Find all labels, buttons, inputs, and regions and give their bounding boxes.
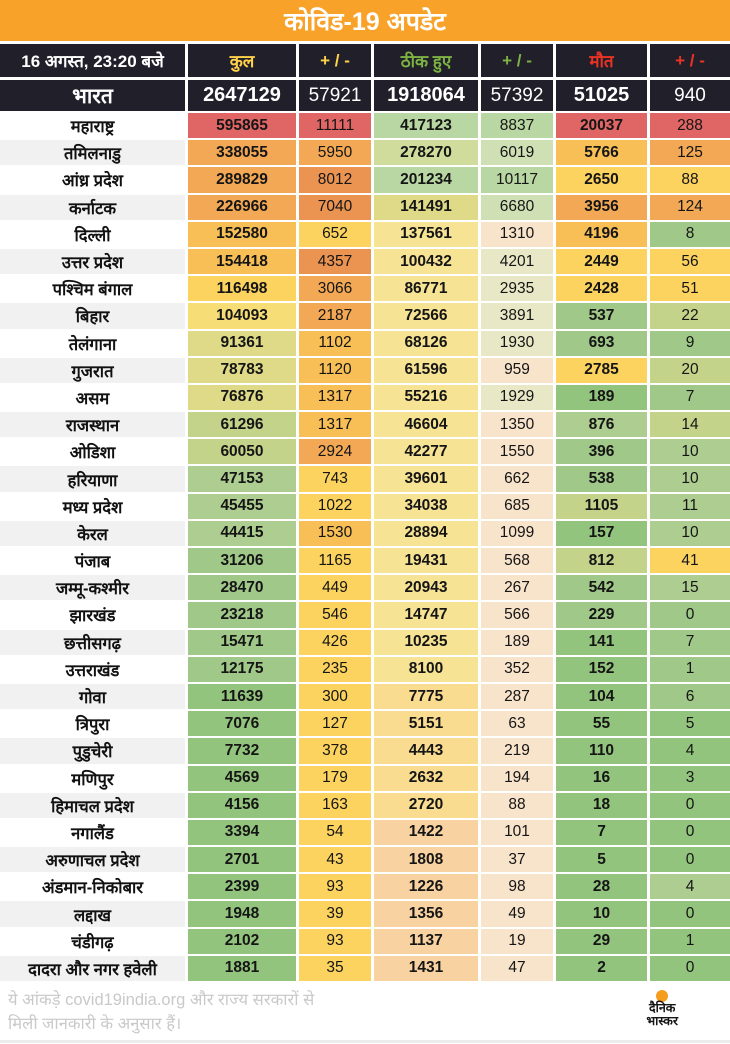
value-cell: 152 [556, 657, 647, 682]
value-cell: 568 [481, 548, 553, 573]
value-cell: 289829 [188, 167, 296, 192]
state-name: अरुणाचल प्रदेश [0, 847, 185, 872]
value-cell: 7732 [188, 738, 296, 763]
value-cell: 4 [650, 874, 730, 899]
value-cell: 1350 [481, 412, 553, 437]
date-label: 16 अगस्त, 23:20 बजे [0, 44, 185, 77]
value-cell: 4357 [299, 249, 371, 274]
value-cell: 652 [299, 222, 371, 247]
value-cell: 104 [556, 684, 647, 709]
india-total-delta: 57921 [299, 80, 371, 111]
value-cell: 685 [481, 494, 553, 519]
state-rows [0, 113, 730, 983]
column-header-4: मौत [556, 44, 647, 77]
value-cell: 110 [556, 738, 647, 763]
value-cell: 125 [650, 140, 730, 165]
value-cell: 46604 [374, 412, 478, 437]
value-cell: 16 [556, 766, 647, 791]
value-cell: 55216 [374, 385, 478, 410]
table-row [0, 793, 730, 820]
value-cell: 42277 [374, 439, 478, 464]
value-cell: 15 [650, 575, 730, 600]
table-row [0, 412, 730, 439]
table-row [0, 901, 730, 928]
state-name: हरियाणा [0, 466, 185, 491]
value-cell: 1356 [374, 901, 478, 926]
value-cell: 1930 [481, 331, 553, 356]
table-row [0, 249, 730, 276]
state-name: मध्य प्रदेश [0, 494, 185, 519]
value-cell: 51 [650, 276, 730, 301]
value-cell: 189 [481, 630, 553, 655]
footer [0, 983, 730, 1043]
india-recovered-delta: 57392 [481, 80, 553, 111]
value-cell: 28 [556, 874, 647, 899]
value-cell: 6 [650, 684, 730, 709]
value-cell: 157 [556, 521, 647, 546]
value-cell: 1310 [481, 222, 553, 247]
value-cell: 11111 [299, 113, 371, 138]
value-cell: 235 [299, 657, 371, 682]
table-row [0, 303, 730, 330]
value-cell: 104093 [188, 303, 296, 328]
state-name: नगालैंड [0, 820, 185, 845]
value-cell: 72566 [374, 303, 478, 328]
table-row [0, 874, 730, 901]
value-cell: 3066 [299, 276, 371, 301]
value-cell: 3394 [188, 820, 296, 845]
value-cell: 7775 [374, 684, 478, 709]
table-row [0, 711, 730, 738]
table-row [0, 195, 730, 222]
value-cell: 56 [650, 249, 730, 274]
value-cell: 2924 [299, 439, 371, 464]
value-cell: 4196 [556, 222, 647, 247]
state-name: उत्तराखंड [0, 657, 185, 682]
value-cell: 14 [650, 412, 730, 437]
value-cell: 61596 [374, 358, 478, 383]
value-cell: 5950 [299, 140, 371, 165]
value-cell: 152580 [188, 222, 296, 247]
value-cell: 4156 [188, 793, 296, 818]
value-cell: 1881 [188, 956, 296, 981]
value-cell: 1530 [299, 521, 371, 546]
value-cell: 2650 [556, 167, 647, 192]
value-cell: 47153 [188, 466, 296, 491]
table-row [0, 521, 730, 548]
value-cell: 10117 [481, 167, 553, 192]
state-name: तमिलनाडु [0, 140, 185, 165]
value-cell: 37 [481, 847, 553, 872]
value-cell: 7 [650, 630, 730, 655]
value-cell: 1431 [374, 956, 478, 981]
value-cell: 2632 [374, 766, 478, 791]
value-cell: 288 [650, 113, 730, 138]
value-cell: 1550 [481, 439, 553, 464]
value-cell: 35 [299, 956, 371, 981]
value-cell: 124 [650, 195, 730, 220]
value-cell: 8837 [481, 113, 553, 138]
value-cell: 1120 [299, 358, 371, 383]
value-cell: 1422 [374, 820, 478, 845]
value-cell: 41 [650, 548, 730, 573]
value-cell: 229 [556, 602, 647, 627]
value-cell: 338055 [188, 140, 296, 165]
state-name: महाराष्ट्र [0, 113, 185, 138]
value-cell: 1 [650, 657, 730, 682]
value-cell: 43 [299, 847, 371, 872]
india-deaths-delta: 940 [650, 80, 730, 111]
state-name: पुडुचेरी [0, 738, 185, 763]
state-name: बिहार [0, 303, 185, 328]
value-cell: 0 [650, 956, 730, 981]
table-row [0, 140, 730, 167]
state-name: केरल [0, 521, 185, 546]
table-row [0, 602, 730, 629]
table-row [0, 738, 730, 765]
value-cell: 426 [299, 630, 371, 655]
value-cell: 5 [650, 711, 730, 736]
value-cell: 12175 [188, 657, 296, 682]
value-cell: 22 [650, 303, 730, 328]
value-cell: 226966 [188, 195, 296, 220]
state-name: मणिपुर [0, 766, 185, 791]
value-cell: 141 [556, 630, 647, 655]
value-cell: 189 [556, 385, 647, 410]
logo-text-line2: भास्कर [646, 1014, 678, 1029]
value-cell: 7 [650, 385, 730, 410]
value-cell: 141491 [374, 195, 478, 220]
value-cell: 5151 [374, 711, 478, 736]
value-cell: 9 [650, 331, 730, 356]
value-cell: 417123 [374, 113, 478, 138]
value-cell: 93 [299, 874, 371, 899]
value-cell: 2399 [188, 874, 296, 899]
value-cell: 20943 [374, 575, 478, 600]
value-cell: 6680 [481, 195, 553, 220]
value-cell: 7076 [188, 711, 296, 736]
value-cell: 19431 [374, 548, 478, 573]
table-row [0, 575, 730, 602]
value-cell: 61296 [188, 412, 296, 437]
value-cell: 28894 [374, 521, 478, 546]
page-title: कोविड-19 अपडेट [0, 0, 730, 41]
table-row [0, 657, 730, 684]
value-cell: 287 [481, 684, 553, 709]
value-cell: 542 [556, 575, 647, 600]
state-name: झारखंड [0, 602, 185, 627]
state-name: अंडमान-निकोबार [0, 874, 185, 899]
state-name: दादरा और नगर हवेली [0, 956, 185, 981]
column-header-0: कुल [188, 44, 296, 77]
india-total: 2647129 [188, 80, 296, 111]
value-cell: 743 [299, 466, 371, 491]
india-label: भारत [0, 80, 185, 111]
india-deaths: 51025 [556, 80, 647, 111]
table-row [0, 630, 730, 657]
value-cell: 44415 [188, 521, 296, 546]
value-cell: 0 [650, 602, 730, 627]
value-cell: 1226 [374, 874, 478, 899]
value-cell: 23218 [188, 602, 296, 627]
value-cell: 39601 [374, 466, 478, 491]
dainik-bhaskar-logo [646, 990, 678, 1028]
column-header-3: + / - [481, 44, 553, 77]
column-header-5: + / - [650, 44, 730, 77]
value-cell: 11 [650, 494, 730, 519]
value-cell: 876 [556, 412, 647, 437]
table-row [0, 358, 730, 385]
table-row [0, 929, 730, 956]
table-row [0, 820, 730, 847]
value-cell: 1948 [188, 901, 296, 926]
value-cell: 93 [299, 929, 371, 954]
value-cell: 3891 [481, 303, 553, 328]
value-cell: 88 [481, 793, 553, 818]
value-cell: 116498 [188, 276, 296, 301]
state-name: तेलंगाना [0, 331, 185, 356]
value-cell: 7040 [299, 195, 371, 220]
value-cell: 959 [481, 358, 553, 383]
value-cell: 0 [650, 820, 730, 845]
value-cell: 693 [556, 331, 647, 356]
value-cell: 100432 [374, 249, 478, 274]
source-note [8, 989, 314, 1037]
value-cell: 1022 [299, 494, 371, 519]
value-cell: 78783 [188, 358, 296, 383]
table-header [0, 44, 730, 77]
value-cell: 194 [481, 766, 553, 791]
value-cell: 449 [299, 575, 371, 600]
value-cell: 2102 [188, 929, 296, 954]
state-name: जम्मू-कश्मीर [0, 575, 185, 600]
value-cell: 396 [556, 439, 647, 464]
value-cell: 7 [556, 820, 647, 845]
table-row [0, 331, 730, 358]
value-cell: 76876 [188, 385, 296, 410]
value-cell: 2187 [299, 303, 371, 328]
value-cell: 2701 [188, 847, 296, 872]
state-name: पश्चिम बंगाल [0, 276, 185, 301]
value-cell: 5766 [556, 140, 647, 165]
value-cell: 566 [481, 602, 553, 627]
state-name: हिमाचल प्रदेश [0, 793, 185, 818]
value-cell: 91361 [188, 331, 296, 356]
value-cell: 14747 [374, 602, 478, 627]
value-cell: 2428 [556, 276, 647, 301]
value-cell: 2 [556, 956, 647, 981]
value-cell: 0 [650, 901, 730, 926]
value-cell: 10 [650, 466, 730, 491]
state-name: दिल्ली [0, 222, 185, 247]
value-cell: 278270 [374, 140, 478, 165]
value-cell: 4 [650, 738, 730, 763]
value-cell: 219 [481, 738, 553, 763]
state-name: असम [0, 385, 185, 410]
value-cell: 63 [481, 711, 553, 736]
value-cell: 10 [650, 439, 730, 464]
state-name: कर्नाटक [0, 195, 185, 220]
value-cell: 3956 [556, 195, 647, 220]
value-cell: 11639 [188, 684, 296, 709]
state-name: गुजरात [0, 358, 185, 383]
table-row [0, 222, 730, 249]
value-cell: 60050 [188, 439, 296, 464]
value-cell: 4201 [481, 249, 553, 274]
value-cell: 10 [650, 521, 730, 546]
state-name: चंडीगढ़ [0, 929, 185, 954]
table-row [0, 276, 730, 303]
value-cell: 39 [299, 901, 371, 926]
value-cell: 595865 [188, 113, 296, 138]
value-cell: 1317 [299, 412, 371, 437]
state-name: पंजाब [0, 548, 185, 573]
value-cell: 812 [556, 548, 647, 573]
table-row [0, 956, 730, 983]
value-cell: 127 [299, 711, 371, 736]
value-cell: 4443 [374, 738, 478, 763]
value-cell: 1 [650, 929, 730, 954]
table-row [0, 847, 730, 874]
value-cell: 20 [650, 358, 730, 383]
value-cell: 2785 [556, 358, 647, 383]
state-name: त्रिपुरा [0, 711, 185, 736]
value-cell: 3 [650, 766, 730, 791]
value-cell: 68126 [374, 331, 478, 356]
value-cell: 1105 [556, 494, 647, 519]
india-recovered: 1918064 [374, 80, 478, 111]
value-cell: 10 [556, 901, 647, 926]
value-cell: 1099 [481, 521, 553, 546]
column-header-2: ठीक हुए [374, 44, 478, 77]
value-cell: 179 [299, 766, 371, 791]
value-cell: 8012 [299, 167, 371, 192]
value-cell: 34038 [374, 494, 478, 519]
value-cell: 8100 [374, 657, 478, 682]
table-row [0, 385, 730, 412]
table-row [0, 167, 730, 194]
value-cell: 5 [556, 847, 647, 872]
value-cell: 154418 [188, 249, 296, 274]
value-cell: 54 [299, 820, 371, 845]
value-cell: 267 [481, 575, 553, 600]
value-cell: 45455 [188, 494, 296, 519]
value-cell: 1137 [374, 929, 478, 954]
state-name: लद्दाख [0, 901, 185, 926]
value-cell: 0 [650, 793, 730, 818]
value-cell: 0 [650, 847, 730, 872]
value-cell: 55 [556, 711, 647, 736]
table-row [0, 113, 730, 140]
value-cell: 1929 [481, 385, 553, 410]
value-cell: 28470 [188, 575, 296, 600]
value-cell: 1317 [299, 385, 371, 410]
value-cell: 8 [650, 222, 730, 247]
value-cell: 29 [556, 929, 647, 954]
table-row [0, 466, 730, 493]
source-note-line1: ये आंकड़े covid19india.org और राज्य सरकारों से [8, 991, 315, 1009]
value-cell: 1165 [299, 548, 371, 573]
value-cell: 352 [481, 657, 553, 682]
value-cell: 20037 [556, 113, 647, 138]
value-cell: 47 [481, 956, 553, 981]
value-cell: 18 [556, 793, 647, 818]
value-cell: 10235 [374, 630, 478, 655]
state-name: गोवा [0, 684, 185, 709]
value-cell: 662 [481, 466, 553, 491]
state-name: छत्तीसगढ़ [0, 630, 185, 655]
table-row [0, 439, 730, 466]
value-cell: 546 [299, 602, 371, 627]
table-row [0, 548, 730, 575]
value-cell: 98 [481, 874, 553, 899]
value-cell: 15471 [188, 630, 296, 655]
value-cell: 88 [650, 167, 730, 192]
value-cell: 537 [556, 303, 647, 328]
value-cell: 2720 [374, 793, 478, 818]
value-cell: 86771 [374, 276, 478, 301]
value-cell: 4569 [188, 766, 296, 791]
value-cell: 378 [299, 738, 371, 763]
value-cell: 101 [481, 820, 553, 845]
state-name: ओडिशा [0, 439, 185, 464]
logo-text-line1: दैनिक [648, 1001, 676, 1015]
source-note-line2: मिली जानकारी के अनुसार हैं। [8, 1014, 182, 1033]
value-cell: 163 [299, 793, 371, 818]
table-row [0, 494, 730, 521]
value-cell: 137561 [374, 222, 478, 247]
value-cell: 1808 [374, 847, 478, 872]
india-total-row [0, 80, 730, 111]
state-name: राजस्थान [0, 412, 185, 437]
value-cell: 300 [299, 684, 371, 709]
value-cell: 49 [481, 901, 553, 926]
column-header-1: + / - [299, 44, 371, 77]
value-cell: 2449 [556, 249, 647, 274]
table-row [0, 766, 730, 793]
value-cell: 6019 [481, 140, 553, 165]
state-name: आंध्र प्रदेश [0, 167, 185, 192]
state-name: उत्तर प्रदेश [0, 249, 185, 274]
value-cell: 31206 [188, 548, 296, 573]
value-cell: 201234 [374, 167, 478, 192]
table-row [0, 684, 730, 711]
value-cell: 538 [556, 466, 647, 491]
value-cell: 19 [481, 929, 553, 954]
value-cell: 1102 [299, 331, 371, 356]
value-cell: 2935 [481, 276, 553, 301]
